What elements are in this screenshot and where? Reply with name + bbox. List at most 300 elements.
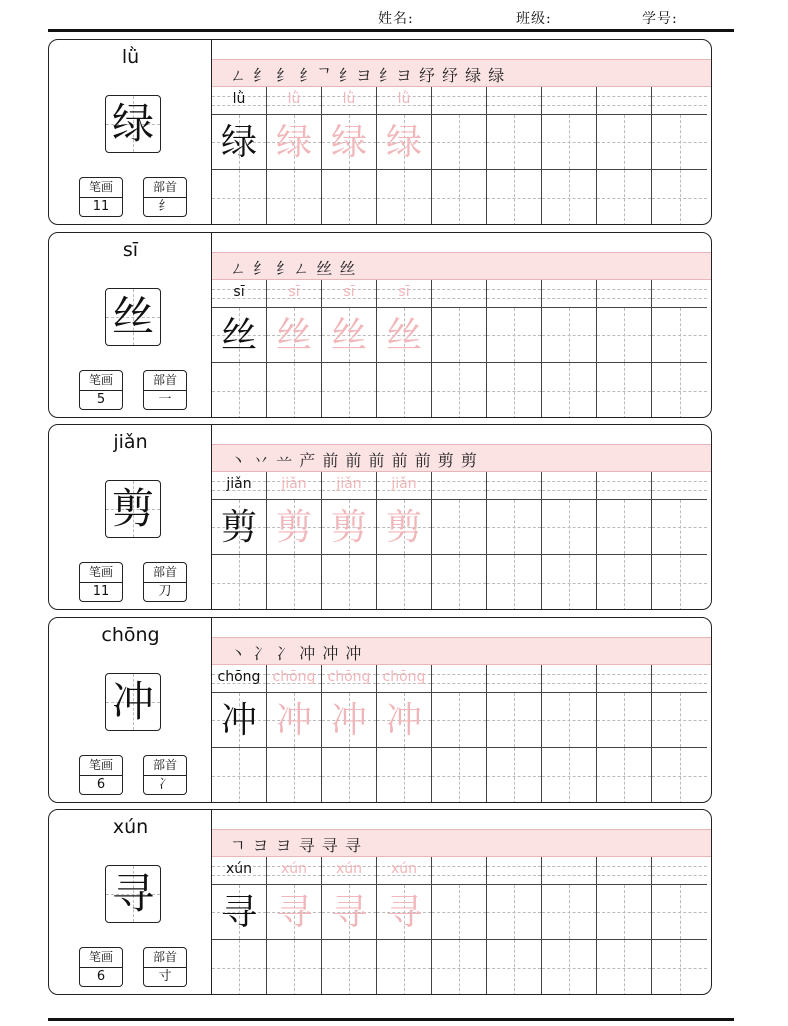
pinyin-cell[interactable] [487,857,541,885]
char-display: 丝 [111,292,154,341]
char-display-box [105,288,161,346]
practice-column[interactable] [267,857,322,995]
tianzige-cell[interactable] [542,500,596,555]
radical-label: 部首 [144,948,186,968]
pinyin-cell[interactable] [542,280,596,308]
extra-tianzige-cell[interactable] [542,170,596,225]
extra-tianzige-cell[interactable] [377,170,431,225]
stroke-count-box [79,370,123,410]
tianzige-cell[interactable] [212,693,266,748]
tianzige-cell[interactable] [377,308,431,363]
char-display-box [105,865,161,923]
tianzige-cell[interactable] [322,308,376,363]
extra-tianzige-cell[interactable] [267,748,321,803]
radical-label: 部首 [144,178,186,198]
practice-column[interactable] [212,665,267,803]
pinyin-cell[interactable] [322,857,376,885]
pinyin-cell[interactable] [597,665,651,693]
tianzige-cell[interactable] [652,115,707,170]
tianzige-cell[interactable] [597,693,651,748]
tianzige-cell[interactable] [487,500,541,555]
pinyin-trace: chōng [382,669,426,685]
tianzige-cell[interactable] [542,115,596,170]
student-id-label: 学号: [642,11,678,27]
char-display: 冲 [111,677,154,726]
extra-tianzige-cell[interactable] [652,748,707,803]
tianzige-cell[interactable] [267,693,321,748]
pinyin-sample: xún [225,861,253,877]
pinyin-trace: sī [398,284,410,300]
char-trace: 丝 [275,315,312,356]
extra-tianzige-cell[interactable] [652,940,707,995]
char-trace: 绿 [385,122,422,163]
stroke-order-row [212,444,711,472]
pinyin-cell[interactable] [267,857,321,885]
practice-column[interactable] [322,857,377,995]
pinyin-cell[interactable] [322,280,376,308]
pinyin-cell[interactable] [597,472,651,500]
radical-box [143,177,187,217]
pinyin-cell[interactable] [487,472,541,500]
practice-column[interactable] [487,472,542,610]
practice-column[interactable] [377,857,432,995]
practice-column[interactable] [542,280,597,418]
pinyin-cell[interactable] [432,665,486,693]
char-pinyin: sī [122,239,139,261]
class-label: 班级: [516,11,552,27]
extra-tianzige-cell[interactable] [597,748,651,803]
pinyin-cell[interactable] [267,472,321,500]
char-sample: 寻 [220,892,257,933]
practice-grid [212,857,711,995]
char-display: 绿 [111,99,154,148]
practice-column[interactable] [597,857,652,995]
pinyin-trace: lǜ [397,91,411,107]
extra-tianzige-cell[interactable] [597,940,651,995]
pinyin-cell[interactable] [322,87,376,115]
practice-column[interactable] [267,280,322,418]
stroke-order-sequence: 丶 丷 䒑 产 前 前 前 前 前 剪 剪 [230,451,478,470]
char-trace: 剪 [330,507,367,548]
char-display-box [105,95,161,153]
char-pinyin: chōng [101,624,160,646]
extra-tianzige-cell[interactable] [487,555,541,610]
char-block [48,424,712,610]
char-trace: 丝 [385,315,422,356]
stroke-count-box [79,947,123,987]
practice-column[interactable] [432,857,487,995]
bottom-rule [48,1018,734,1021]
tianzige-cell[interactable] [432,500,486,555]
practice-column[interactable] [652,472,707,610]
extra-tianzige-cell[interactable] [652,363,707,418]
practice-column[interactable] [432,472,487,610]
practice-column[interactable] [487,857,542,995]
tianzige-cell[interactable] [487,885,541,940]
pinyin-sample: chōng [217,669,261,685]
practice-column[interactable] [432,665,487,803]
extra-tianzige-cell[interactable] [267,363,321,418]
practice-column[interactable] [267,665,322,803]
tianzige-cell[interactable] [267,308,321,363]
practice-column[interactable] [652,665,707,803]
pinyin-sample: sī [233,284,245,300]
tianzige-cell[interactable] [322,500,376,555]
char-trace: 寻 [330,892,367,933]
stroke-order-sequence: ㄥ 纟 纟 纟ᄀ 纟ヨ 纟ヨ 纾 纾 绿 绿 [230,66,506,85]
practice-column[interactable] [322,280,377,418]
pinyin-cell[interactable] [597,87,651,115]
pinyin-cell[interactable] [432,87,486,115]
stroke-count-label: 笔画 [80,948,122,968]
tianzige-cell[interactable] [432,693,486,748]
practice-column[interactable] [212,87,267,225]
char-block [48,617,712,803]
practice-column[interactable] [487,87,542,225]
practice-column[interactable] [652,280,707,418]
tianzige-cell[interactable] [377,115,431,170]
pinyin-cell[interactable] [377,280,431,308]
practice-column[interactable] [597,665,652,803]
pinyin-cell[interactable] [377,665,431,693]
practice-grid [212,280,711,418]
practice-area [212,40,711,224]
tianzige-cell[interactable] [212,308,266,363]
practice-column[interactable] [377,280,432,418]
pinyin-cell[interactable] [542,857,596,885]
pinyin-trace: sī [288,284,300,300]
extra-tianzige-cell[interactable] [377,555,431,610]
practice-area [212,233,711,417]
radical-box [143,562,187,602]
char-trace: 冲 [385,700,422,741]
pinyin-trace: jiǎn [281,476,307,492]
pinyin-cell[interactable] [267,665,321,693]
top-rule [48,29,734,32]
extra-tianzige-cell[interactable] [267,555,321,610]
extra-tianzige-cell[interactable] [322,170,376,225]
char-block [48,232,712,418]
char-display: 寻 [111,869,154,918]
pinyin-cell[interactable] [597,280,651,308]
tianzige-cell[interactable] [212,115,266,170]
pinyin-cell[interactable] [597,857,651,885]
tianzige-cell[interactable] [542,308,596,363]
extra-tianzige-cell[interactable] [322,555,376,610]
pinyin-trace: chōng [327,669,371,685]
pinyin-cell[interactable] [487,87,541,115]
tianzige-cell[interactable] [322,115,376,170]
tianzige-cell[interactable] [432,115,486,170]
char-display-box [105,480,161,538]
extra-tianzige-cell[interactable] [597,363,651,418]
char-info-panel [49,40,212,224]
char-info-panel [49,233,212,417]
stroke-count-value: 11 [92,584,110,599]
radical-value: 一 [158,392,172,407]
tianzige-cell[interactable] [542,885,596,940]
extra-tianzige-cell[interactable] [597,555,651,610]
stroke-count-value: 11 [92,199,110,214]
radical-value: 寸 [158,969,172,984]
tianzige-cell[interactable] [377,693,431,748]
radical-box [143,947,187,987]
tianzige-cell[interactable] [267,500,321,555]
char-block [48,809,712,995]
tianzige-cell[interactable] [322,693,376,748]
tianzige-cell[interactable] [597,308,651,363]
pinyin-cell[interactable] [487,280,541,308]
radical-value: 纟 [158,199,172,214]
pinyin-cell[interactable] [322,472,376,500]
tianzige-cell[interactable] [597,885,651,940]
extra-tianzige-cell[interactable] [487,170,541,225]
practice-column[interactable] [542,665,597,803]
pinyin-trace: lǜ [342,91,356,107]
practice-column[interactable] [652,857,707,995]
stroke-order-row [212,252,711,280]
practice-column[interactable] [267,472,322,610]
name-label: 姓名: [378,11,414,27]
extra-tianzige-cell[interactable] [212,940,266,995]
char-sample: 绿 [220,122,257,163]
practice-column[interactable] [542,87,597,225]
stroke-count-value: 6 [96,969,106,984]
stroke-count-box [79,562,123,602]
pinyin-cell[interactable] [212,280,266,308]
pinyin-trace: xún [390,861,418,877]
pinyin-cell[interactable] [432,472,486,500]
tianzige-cell[interactable] [652,500,707,555]
practice-column[interactable] [597,280,652,418]
practice-column[interactable] [487,280,542,418]
extra-tianzige-cell[interactable] [542,363,596,418]
char-trace: 剪 [385,507,422,548]
radical-label: 部首 [144,756,186,776]
practice-column[interactable] [212,280,267,418]
extra-tianzige-cell[interactable] [322,940,376,995]
tianzige-cell[interactable] [597,500,651,555]
char-pinyin: lǜ [121,46,140,68]
practice-column[interactable] [542,472,597,610]
worksheet-header [48,0,734,30]
extra-tianzige-cell[interactable] [487,363,541,418]
pinyin-cell[interactable] [212,665,266,693]
extra-tianzige-cell[interactable] [487,748,541,803]
stroke-order-row [212,829,711,857]
pinyin-cell[interactable] [322,665,376,693]
radical-box [143,370,187,410]
stroke-count-box [79,755,123,795]
pinyin-cell[interactable] [432,857,486,885]
extra-tianzige-cell[interactable] [432,363,486,418]
radical-value: 刀 [158,584,172,599]
stroke-order-row [212,59,711,87]
extra-tianzige-cell[interactable] [212,555,266,610]
practice-column[interactable] [377,87,432,225]
tianzige-cell[interactable] [487,693,541,748]
char-info-panel [49,618,212,802]
pinyin-cell[interactable] [212,857,266,885]
extra-tianzige-cell[interactable] [432,170,486,225]
stroke-count-label: 笔画 [80,756,122,776]
pinyin-cell[interactable] [377,472,431,500]
practice-column[interactable] [267,87,322,225]
radical-value: 冫 [158,777,172,792]
practice-column[interactable] [652,87,707,225]
char-display-box [105,673,161,731]
pinyin-cell[interactable] [487,665,541,693]
practice-column[interactable] [597,87,652,225]
extra-tianzige-cell[interactable] [487,940,541,995]
tianzige-cell[interactable] [377,500,431,555]
char-trace: 剪 [275,507,312,548]
extra-tianzige-cell[interactable] [377,363,431,418]
stroke-count-label: 笔画 [80,563,122,583]
char-trace: 冲 [275,700,312,741]
extra-tianzige-cell[interactable] [322,748,376,803]
practice-column[interactable] [377,665,432,803]
pinyin-cell[interactable] [652,472,707,500]
char-trace: 绿 [275,122,312,163]
stroke-order-sequence: ㄥ 纟 纟ㄥ 丝 丝 [230,259,357,278]
pinyin-trace: xún [280,861,308,877]
radical-box [143,755,187,795]
tianzige-cell[interactable] [652,308,707,363]
pinyin-cell[interactable] [542,87,596,115]
char-trace: 丝 [330,315,367,356]
pinyin-trace: lǜ [287,91,301,107]
tianzige-cell[interactable] [487,308,541,363]
practice-grid [212,87,711,225]
tianzige-cell[interactable] [487,115,541,170]
extra-tianzige-cell[interactable] [652,555,707,610]
stroke-order-sequence: 丶 冫 冫 冲 冲 冲 [230,644,363,663]
practice-grid [212,472,711,610]
char-trace: 寻 [275,892,312,933]
practice-column[interactable] [212,472,267,610]
char-sample: 冲 [220,700,257,741]
extra-tianzige-cell[interactable] [542,555,596,610]
practice-column[interactable] [322,665,377,803]
practice-area [212,618,711,802]
pinyin-cell[interactable] [212,87,266,115]
practice-column[interactable] [432,280,487,418]
practice-column[interactable] [432,87,487,225]
tianzige-cell[interactable] [212,885,266,940]
char-sample: 剪 [220,507,257,548]
tianzige-cell[interactable] [652,885,707,940]
pinyin-cell[interactable] [432,280,486,308]
tianzige-cell[interactable] [597,115,651,170]
extra-tianzige-cell[interactable] [267,170,321,225]
extra-tianzige-cell[interactable] [377,940,431,995]
extra-tianzige-cell[interactable] [432,555,486,610]
pinyin-cell[interactable] [652,857,707,885]
char-pinyin: jiǎn [113,431,148,453]
pinyin-trace: chōng [272,669,316,685]
tianzige-cell[interactable] [267,885,321,940]
stroke-count-box [79,177,123,217]
extra-tianzige-cell[interactable] [322,363,376,418]
tianzige-cell[interactable] [542,693,596,748]
tianzige-cell[interactable] [432,885,486,940]
practice-column[interactable] [377,472,432,610]
extra-tianzige-cell[interactable] [542,940,596,995]
pinyin-cell[interactable] [377,87,431,115]
char-info-panel [49,425,212,609]
tianzige-cell[interactable] [267,115,321,170]
radical-label: 部首 [144,563,186,583]
char-trace: 冲 [330,700,367,741]
stroke-count-label: 笔画 [80,178,122,198]
stroke-order-row [212,637,711,665]
practice-area [212,810,711,994]
extra-tianzige-cell[interactable] [432,940,486,995]
pinyin-cell[interactable] [652,665,707,693]
tianzige-cell[interactable] [377,885,431,940]
tianzige-cell[interactable] [322,885,376,940]
extra-tianzige-cell[interactable] [597,170,651,225]
extra-tianzige-cell[interactable] [212,363,266,418]
pinyin-trace: jiǎn [391,476,417,492]
tianzige-cell[interactable] [652,693,707,748]
char-block [48,39,712,225]
practice-column[interactable] [322,87,377,225]
extra-tianzige-cell[interactable] [212,170,266,225]
stroke-count-value: 6 [96,777,106,792]
practice-column[interactable] [212,857,267,995]
extra-tianzige-cell[interactable] [267,940,321,995]
practice-column[interactable] [487,665,542,803]
practice-area [212,425,711,609]
pinyin-cell[interactable] [212,472,266,500]
pinyin-cell[interactable] [267,87,321,115]
extra-tianzige-cell[interactable] [212,748,266,803]
pinyin-cell[interactable] [377,857,431,885]
pinyin-trace: xún [335,861,363,877]
practice-grid [212,665,711,803]
pinyin-sample: jiǎn [226,476,252,492]
char-sample: 丝 [220,315,257,356]
tianzige-cell[interactable] [432,308,486,363]
char-pinyin: xún [112,816,149,838]
stroke-order-sequence: ㄱ ヨ ヨ 寻 寻 寻 [230,836,362,855]
stroke-count-value: 5 [96,392,106,407]
char-trace: 绿 [330,122,367,163]
extra-tianzige-cell[interactable] [542,748,596,803]
char-display: 剪 [111,484,154,533]
pinyin-cell[interactable] [542,472,596,500]
extra-tianzige-cell[interactable] [652,170,707,225]
pinyin-trace: sī [343,284,355,300]
pinyin-cell[interactable] [652,87,707,115]
pinyin-trace: jiǎn [336,476,362,492]
extra-tianzige-cell[interactable] [432,748,486,803]
tianzige-cell[interactable] [212,500,266,555]
char-trace: 寻 [385,892,422,933]
pinyin-sample: lǜ [232,91,246,107]
char-info-panel [49,810,212,994]
pinyin-cell[interactable] [652,280,707,308]
practice-column[interactable] [542,857,597,995]
stroke-count-label: 笔画 [80,371,122,391]
pinyin-cell[interactable] [542,665,596,693]
pinyin-cell[interactable] [267,280,321,308]
practice-column[interactable] [597,472,652,610]
extra-tianzige-cell[interactable] [377,748,431,803]
practice-column[interactable] [322,472,377,610]
